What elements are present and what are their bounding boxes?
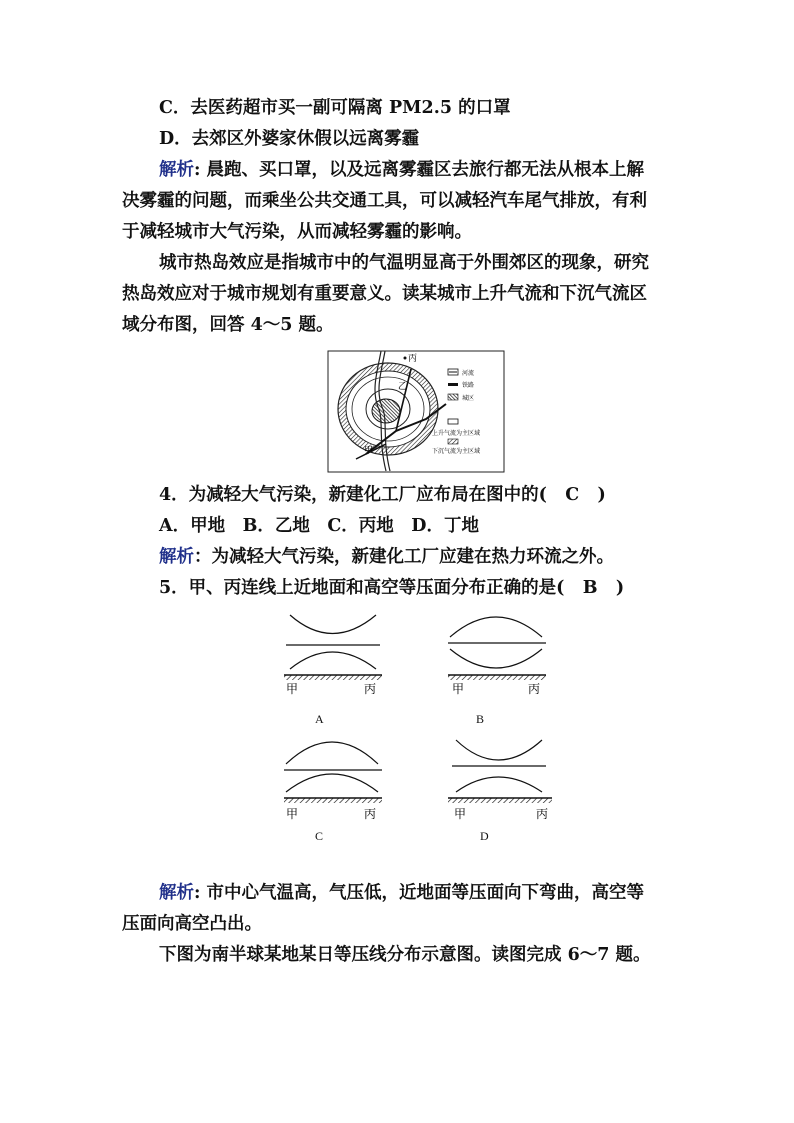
panel-d-label: D <box>480 829 489 843</box>
legend-railway: 铁路 <box>462 382 475 389</box>
question-4-text: 4．为减轻大气污染，新建化工厂应布局在图中的( <box>159 485 547 505</box>
intro-67: 下图为南半球某地某日等压线分布示意图。读图完成 6～7 题。 <box>159 945 651 965</box>
panel-b-left: 甲 <box>452 682 465 696</box>
question-4-answer: C <box>565 485 580 505</box>
intro-45-line-3: 域分布图，回答 4～5 题。 <box>122 315 334 335</box>
legend-sinking: 下沉气流为主区域 <box>432 448 481 455</box>
explanation-5-line-1 <box>159 882 644 904</box>
explanation-1-line-2: 决雾霾的问题，而乘坐公共交通工具，可以减轻汽车尾气排放，有利 <box>122 191 647 211</box>
question-4-options: A．甲地 B．乙地 C．丙地 D．丁地 <box>159 516 479 536</box>
question-4-close: ) <box>597 485 606 505</box>
panel-b-diagram <box>444 607 554 697</box>
panel-b-right: 丙 <box>528 682 541 696</box>
map-point-jia: 甲 <box>364 446 374 456</box>
panel-c-right: 丙 <box>364 807 377 821</box>
intro-45-line-2: 热岛效应对于城市规划有重要意义。读某城市上升气流和下沉气流区 <box>122 284 647 304</box>
intro-45-line-1: 城市热岛效应是指城市中的气温明显高于外围郊区的现象，研究 <box>159 253 649 273</box>
panel-b-label: B <box>476 712 485 726</box>
explanation-label: 解析 <box>159 883 194 903</box>
question-4 <box>159 484 606 506</box>
explanation-label: 解析 <box>159 160 194 180</box>
explanation-label: 解析 <box>159 547 194 567</box>
explanation-text: : 市中心气温高，气压低，近地面等压面向下弯曲，高空等 <box>194 883 645 903</box>
panel-c-left: 甲 <box>286 807 299 821</box>
panel-a-label: A <box>315 712 324 726</box>
option-d: D．去郊区外婆家休假以远离雾霾 <box>159 129 420 149</box>
explanation-text: ：为减轻大气污染，新建化工厂应建在热力环流之外。 <box>194 547 614 567</box>
map-point-yi: 乙 <box>398 382 408 392</box>
panel-c-diagram <box>280 732 390 822</box>
panel-d-right: 丙 <box>536 807 549 821</box>
option-c: C．去医药超市买一副可隔离 PM2.5 的口罩 <box>159 98 511 118</box>
legend-rising: 上升气流为主区域 <box>432 430 481 437</box>
legend-city: 城区 <box>462 395 475 402</box>
map-point-bing: 丙 <box>408 354 418 364</box>
legend-river: 河流 <box>462 370 475 377</box>
panel-d-left: 甲 <box>454 807 467 821</box>
question-5-answer: B <box>582 578 598 598</box>
city-airflow-map <box>326 349 506 474</box>
explanation-1-line-1 <box>159 159 644 181</box>
panel-a-diagram <box>280 607 390 697</box>
explanation-4 <box>159 546 614 568</box>
question-5-text: 5．甲、丙连线上近地面和高空等压面分布正确的是( <box>159 578 565 598</box>
panel-d-diagram <box>444 732 559 822</box>
panel-a-right: 丙 <box>364 682 377 696</box>
panel-a-left: 甲 <box>286 682 299 696</box>
explanation-1-line-3: 于减轻城市大气污染，从而减轻雾霾的影响。 <box>122 222 472 242</box>
question-5-close: ) <box>615 578 625 598</box>
explanation-text: : 晨跑、买口罩，以及远离雾霾区去旅行都无法从根本上解 <box>194 160 645 180</box>
panel-c-label: C <box>315 829 324 843</box>
explanation-5-line-2: 压面向高空凸出。 <box>122 914 262 934</box>
question-5 <box>159 577 624 599</box>
